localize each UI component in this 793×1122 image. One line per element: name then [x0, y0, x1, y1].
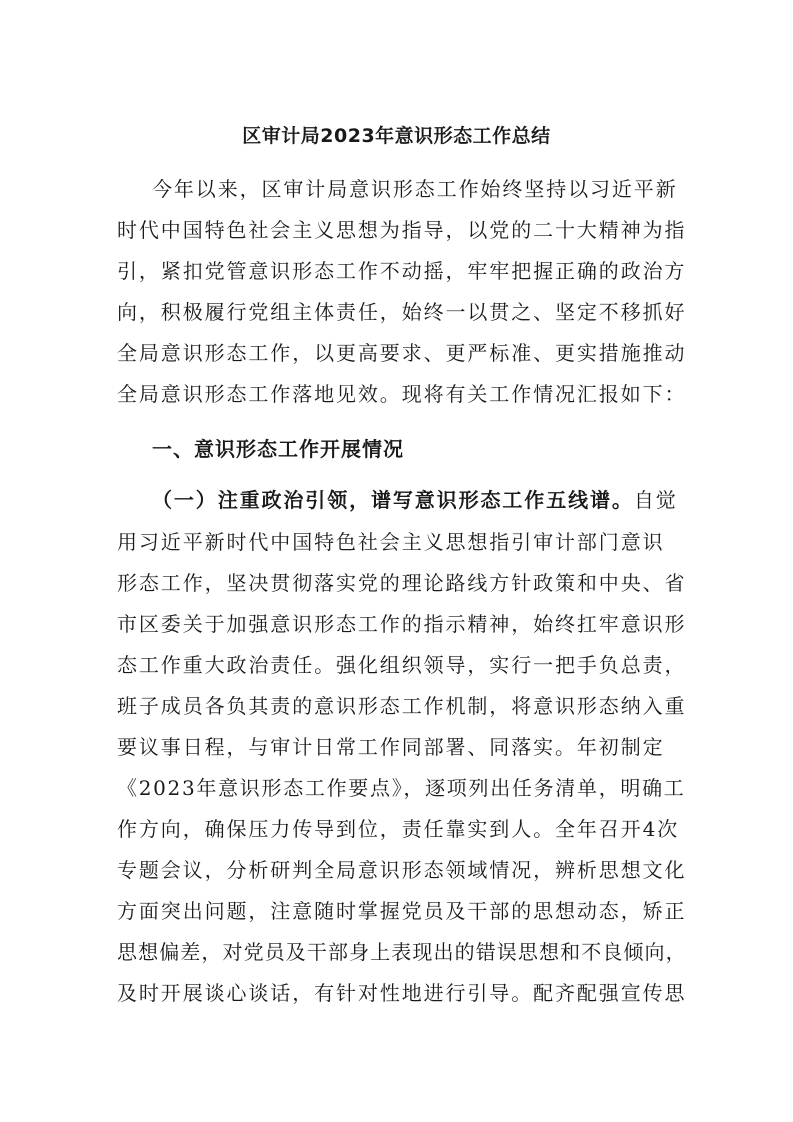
intro-line: 今年以来，区审计局意识形态工作始终坚持以习近平新 — [152, 177, 678, 201]
intro-line: 全局意识形态工作，以更高要求、更严标准、更实措施推动 — [117, 341, 687, 365]
body-line: 《2023年意识形态工作要点》，逐项列出任务清单，明确工 — [117, 776, 686, 800]
intro-line: 时代中国特色社会主义思想为指导，以党的二十大精神为指 — [117, 218, 687, 242]
document-title: 区审计局2023年意识形态工作总结 — [242, 125, 551, 147]
subsection-first-line-tail: 自觉 — [633, 488, 678, 512]
body-line: 专题会议，分析研判全局意识形态领域情况，辨析思想文化 — [117, 858, 687, 882]
intro-line: 引，紧扣党管意识形态工作不动摇，牢牢把握正确的政治方 — [117, 259, 687, 283]
body-line: 方面突出问题，注意随时掌握党员及干部的思想动态，矫正 — [117, 899, 687, 923]
body-line: 用习近平新时代中国特色社会主义思想指引审计部门意识 — [117, 530, 665, 554]
intro-line: 全局意识形态工作落地见效。现将有关工作情况汇报如下： — [117, 382, 687, 406]
body-line: 班子成员各负其责的意识形态工作机制，将意识形态纳入重 — [117, 694, 687, 718]
body-line: 及时开展谈心谈话，有针对性地进行引导。配齐配强宣传思 — [117, 981, 687, 1005]
subsection-heading: （一）注重政治引领，谱写意识形态工作五线谱。 — [152, 488, 634, 512]
section-heading: 一、意识形态工作开展情况 — [152, 437, 404, 461]
subsection-first-line — [152, 486, 678, 514]
body-line: 态工作重大政治责任。强化组织领导，实行一把手负总责， — [117, 653, 687, 677]
body-line: 思想偏差，对党员及干部身上表现出的错误思想和不良倾向， — [117, 940, 687, 964]
body-line: 形态工作，坚决贯彻落实党的理论路线方针政策和中央、省 — [117, 571, 687, 595]
body-line: 市区委关于加强意识形态工作的指示精神，始终扛牢意识形 — [117, 612, 687, 636]
body-line: 作方向，确保压力传导到位，责任靠实到人。全年召开4次 — [117, 817, 680, 841]
body-line: 要议事日程，与审计日常工作同部署、同落实。年初制定 — [117, 735, 665, 759]
intro-line: 向，积极履行党组主体责任，始终一以贯之、坚定不移抓好 — [117, 300, 687, 324]
